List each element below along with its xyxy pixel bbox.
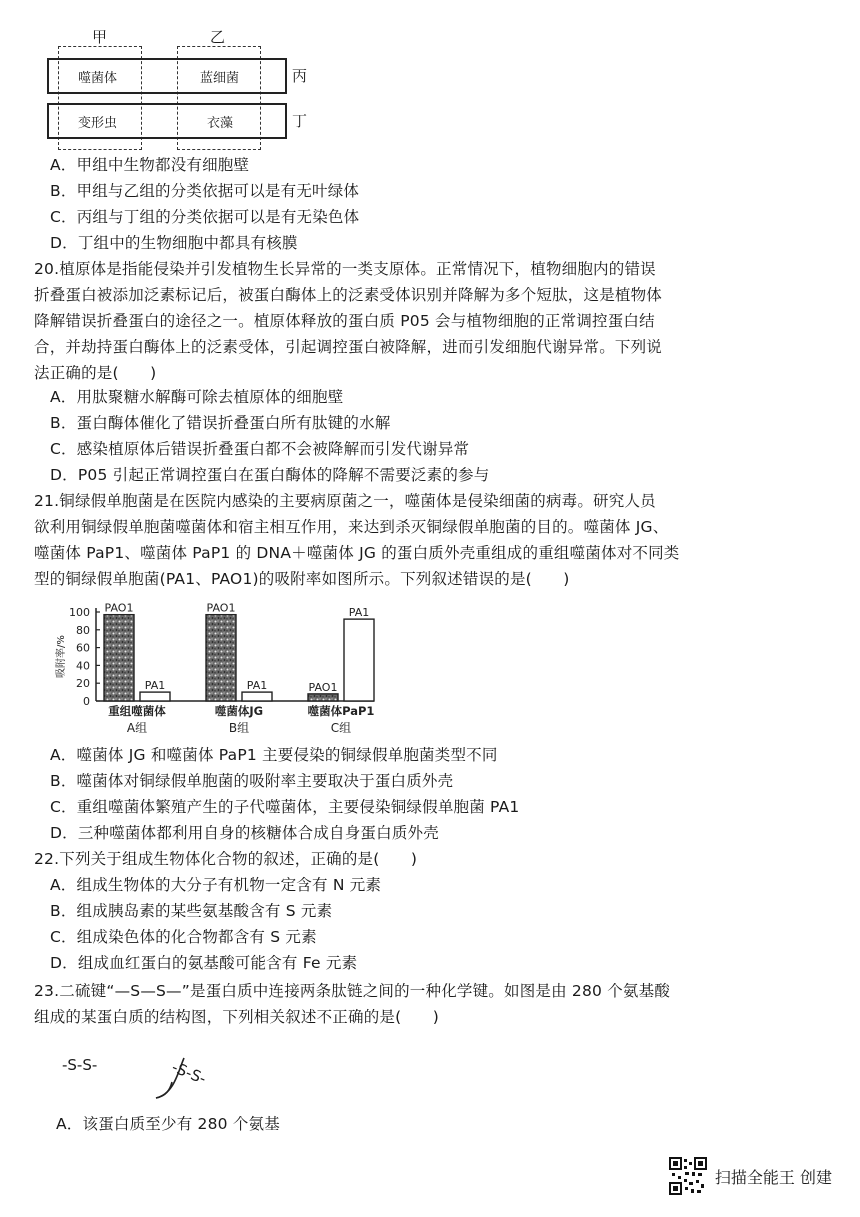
- row-bing-label: 丙: [292, 67, 308, 85]
- cell-cyano: 蓝细菌: [200, 71, 240, 86]
- y-axis-label: 吸附率/%: [56, 635, 67, 678]
- q22-option-a: A．组成生物体的大分子有机物一定含有 N 元素: [50, 876, 382, 894]
- q21-stem-line-3: 噬菌体 PaP1、噬菌体 PaP1 的 DNA＋噬菌体 JG 的蛋白质外壳重组成的重组噬菌体对不同类: [34, 544, 680, 562]
- q23-stem-line-1: 23.二硫键“—S—S—”是蛋白质中连接两条肽链之间的一种化学键。如图是由 280 个氨基酸: [34, 982, 671, 1000]
- q20-stem-line-4: 合，并劫持蛋白酶体上的泛素受体，引起调控蛋白被降解，进而引发细胞代谢异常。下列说: [34, 338, 663, 356]
- q20-option-c: C．感染植原体后错误折叠蛋白都不会被降解而引发代谢异常: [50, 440, 470, 458]
- q22-option-c: C．组成染色体的化合物都含有 S 元素: [50, 928, 317, 946]
- bar-label: PAO1: [308, 680, 338, 694]
- bar-label: PA1: [348, 606, 370, 620]
- q22-option-b: B．组成胰岛素的某些氨基酸含有 S 元素: [50, 902, 333, 920]
- y-tick-label: 80: [76, 623, 90, 637]
- bar-label: PAO1: [206, 601, 236, 615]
- group-label: B组: [228, 721, 250, 735]
- bar-label: PA1: [246, 679, 268, 693]
- bond-right-label: -S-S-: [169, 1058, 209, 1088]
- q19-option-b: B．甲组与乙组的分类依据可以是有无叶绿体: [50, 182, 360, 200]
- q19-option-a: A．甲组中生物都没有细胞壁: [50, 156, 250, 174]
- y-tick-label: 40: [76, 659, 90, 673]
- bar-pa1: [140, 692, 170, 701]
- watermark-text: 扫描全能王 创建: [714, 1167, 832, 1187]
- q21-option-c: C．重组噬菌体繁殖产生的子代噬菌体，主要侵染铜绿假单胞菌 PA1: [50, 798, 520, 816]
- group-name: 重组噬菌体: [108, 704, 166, 718]
- cell-amoeba: 变形虫: [78, 116, 118, 131]
- cell-algae: 衣藻: [207, 116, 234, 131]
- q21-stem-line-1: 21.铜绿假单胞菌是在医院内感染的主要病原菌之一，噬菌体是侵染细菌的病毒。研究人员: [34, 492, 656, 510]
- q20-stem-line-2: 折叠蛋白被添加泛素标记后，被蛋白酶体上的泛素受体识别并降解为多个短肽，这是植物体: [34, 286, 663, 304]
- q21-stem-line-4: 型的铜绿假单胞菌(PA1、PAO1)的吸附率如图所示。下列叙述错误的是( ): [34, 570, 570, 588]
- cell-phage: 噬菌体: [78, 71, 118, 86]
- row-ding-label: 丁: [292, 112, 308, 130]
- bar-pa1: [242, 692, 272, 701]
- bar-pao1: [308, 694, 338, 701]
- adsorption-bar-chart: [40, 596, 400, 742]
- bar-pa1: [344, 619, 374, 701]
- bar-pao1: [104, 615, 134, 701]
- group-yi-label: 乙: [210, 28, 226, 46]
- q20-option-a: A．用肽聚糖水解酶可除去植原体的细胞壁: [50, 388, 344, 406]
- q20-option-d: D．P05 引起正常调控蛋白在蛋白酶体的降解不需要泛素的参与: [50, 466, 490, 484]
- group-label: A组: [126, 721, 148, 735]
- group-name: 噬菌体JG: [214, 704, 264, 718]
- y-tick-label: 100: [69, 606, 90, 619]
- q21-option-d: D．三种噬菌体都利用自身的核糖体合成自身蛋白质外壳: [50, 824, 439, 842]
- group-jia-label: 甲: [92, 28, 108, 46]
- bar-label: PAO1: [104, 601, 134, 615]
- q20-stem-line-1: 20.植原体是指能侵染并引发植物生长异常的一类支原体。正常情况下，植物细胞内的错误: [34, 260, 656, 278]
- group-label: C组: [330, 721, 352, 735]
- q21-option-b: B．噬菌体对铜绿假单胞菌的吸附率主要取决于蛋白质外壳: [50, 772, 454, 790]
- q19-option-d: D．丁组中的生物细胞中都具有核膜: [50, 234, 298, 252]
- y-tick-label: 0: [83, 695, 90, 708]
- q20-stem-line-3: 降解错误折叠蛋白的途径之一。植原体释放的蛋白质 P05 会与植物细胞的正常调控蛋白结: [34, 312, 655, 330]
- y-tick-label: 20: [76, 677, 90, 691]
- q21-option-a: A．噬菌体 JG 和噬菌体 PaP1 主要侵染的铜绿假单胞菌类型不同: [50, 746, 498, 764]
- y-tick-label: 60: [76, 641, 90, 655]
- bar-pao1: [206, 615, 236, 701]
- q23-stem-line-2: 组成的某蛋白质的结构图，下列相关叙述不正确的是( ): [34, 1008, 439, 1026]
- qr-code-icon: [669, 1157, 707, 1195]
- q20-stem-line-5: 法正确的是( ): [34, 364, 157, 382]
- q20-option-b: B．蛋白酶体催化了错误折叠蛋白所有肽键的水解: [50, 414, 391, 432]
- q22-stem: 22.下列关于组成生物体化合物的叙述，正确的是( ): [34, 850, 418, 868]
- bar-label: PA1: [144, 679, 166, 693]
- bond-left-label: -S-S-: [62, 1056, 98, 1074]
- group-name: 噬菌体PaP1: [307, 704, 375, 718]
- q21-stem-line-2: 欲利用铜绿假单胞菌噬菌体和宿主相互作用，来达到杀灭铜绿假单胞菌的目的。噬菌体 JG、: [34, 518, 669, 536]
- q19-option-c: C．丙组与丁组的分类依据可以是有无染色体: [50, 208, 360, 226]
- q23-option-a: A．该蛋白质至少有 280 个氨基: [56, 1115, 280, 1133]
- scanner-watermark: [669, 1157, 832, 1195]
- q22-option-d: D．组成血红蛋白的氨基酸可能含有 Fe 元素: [50, 954, 358, 972]
